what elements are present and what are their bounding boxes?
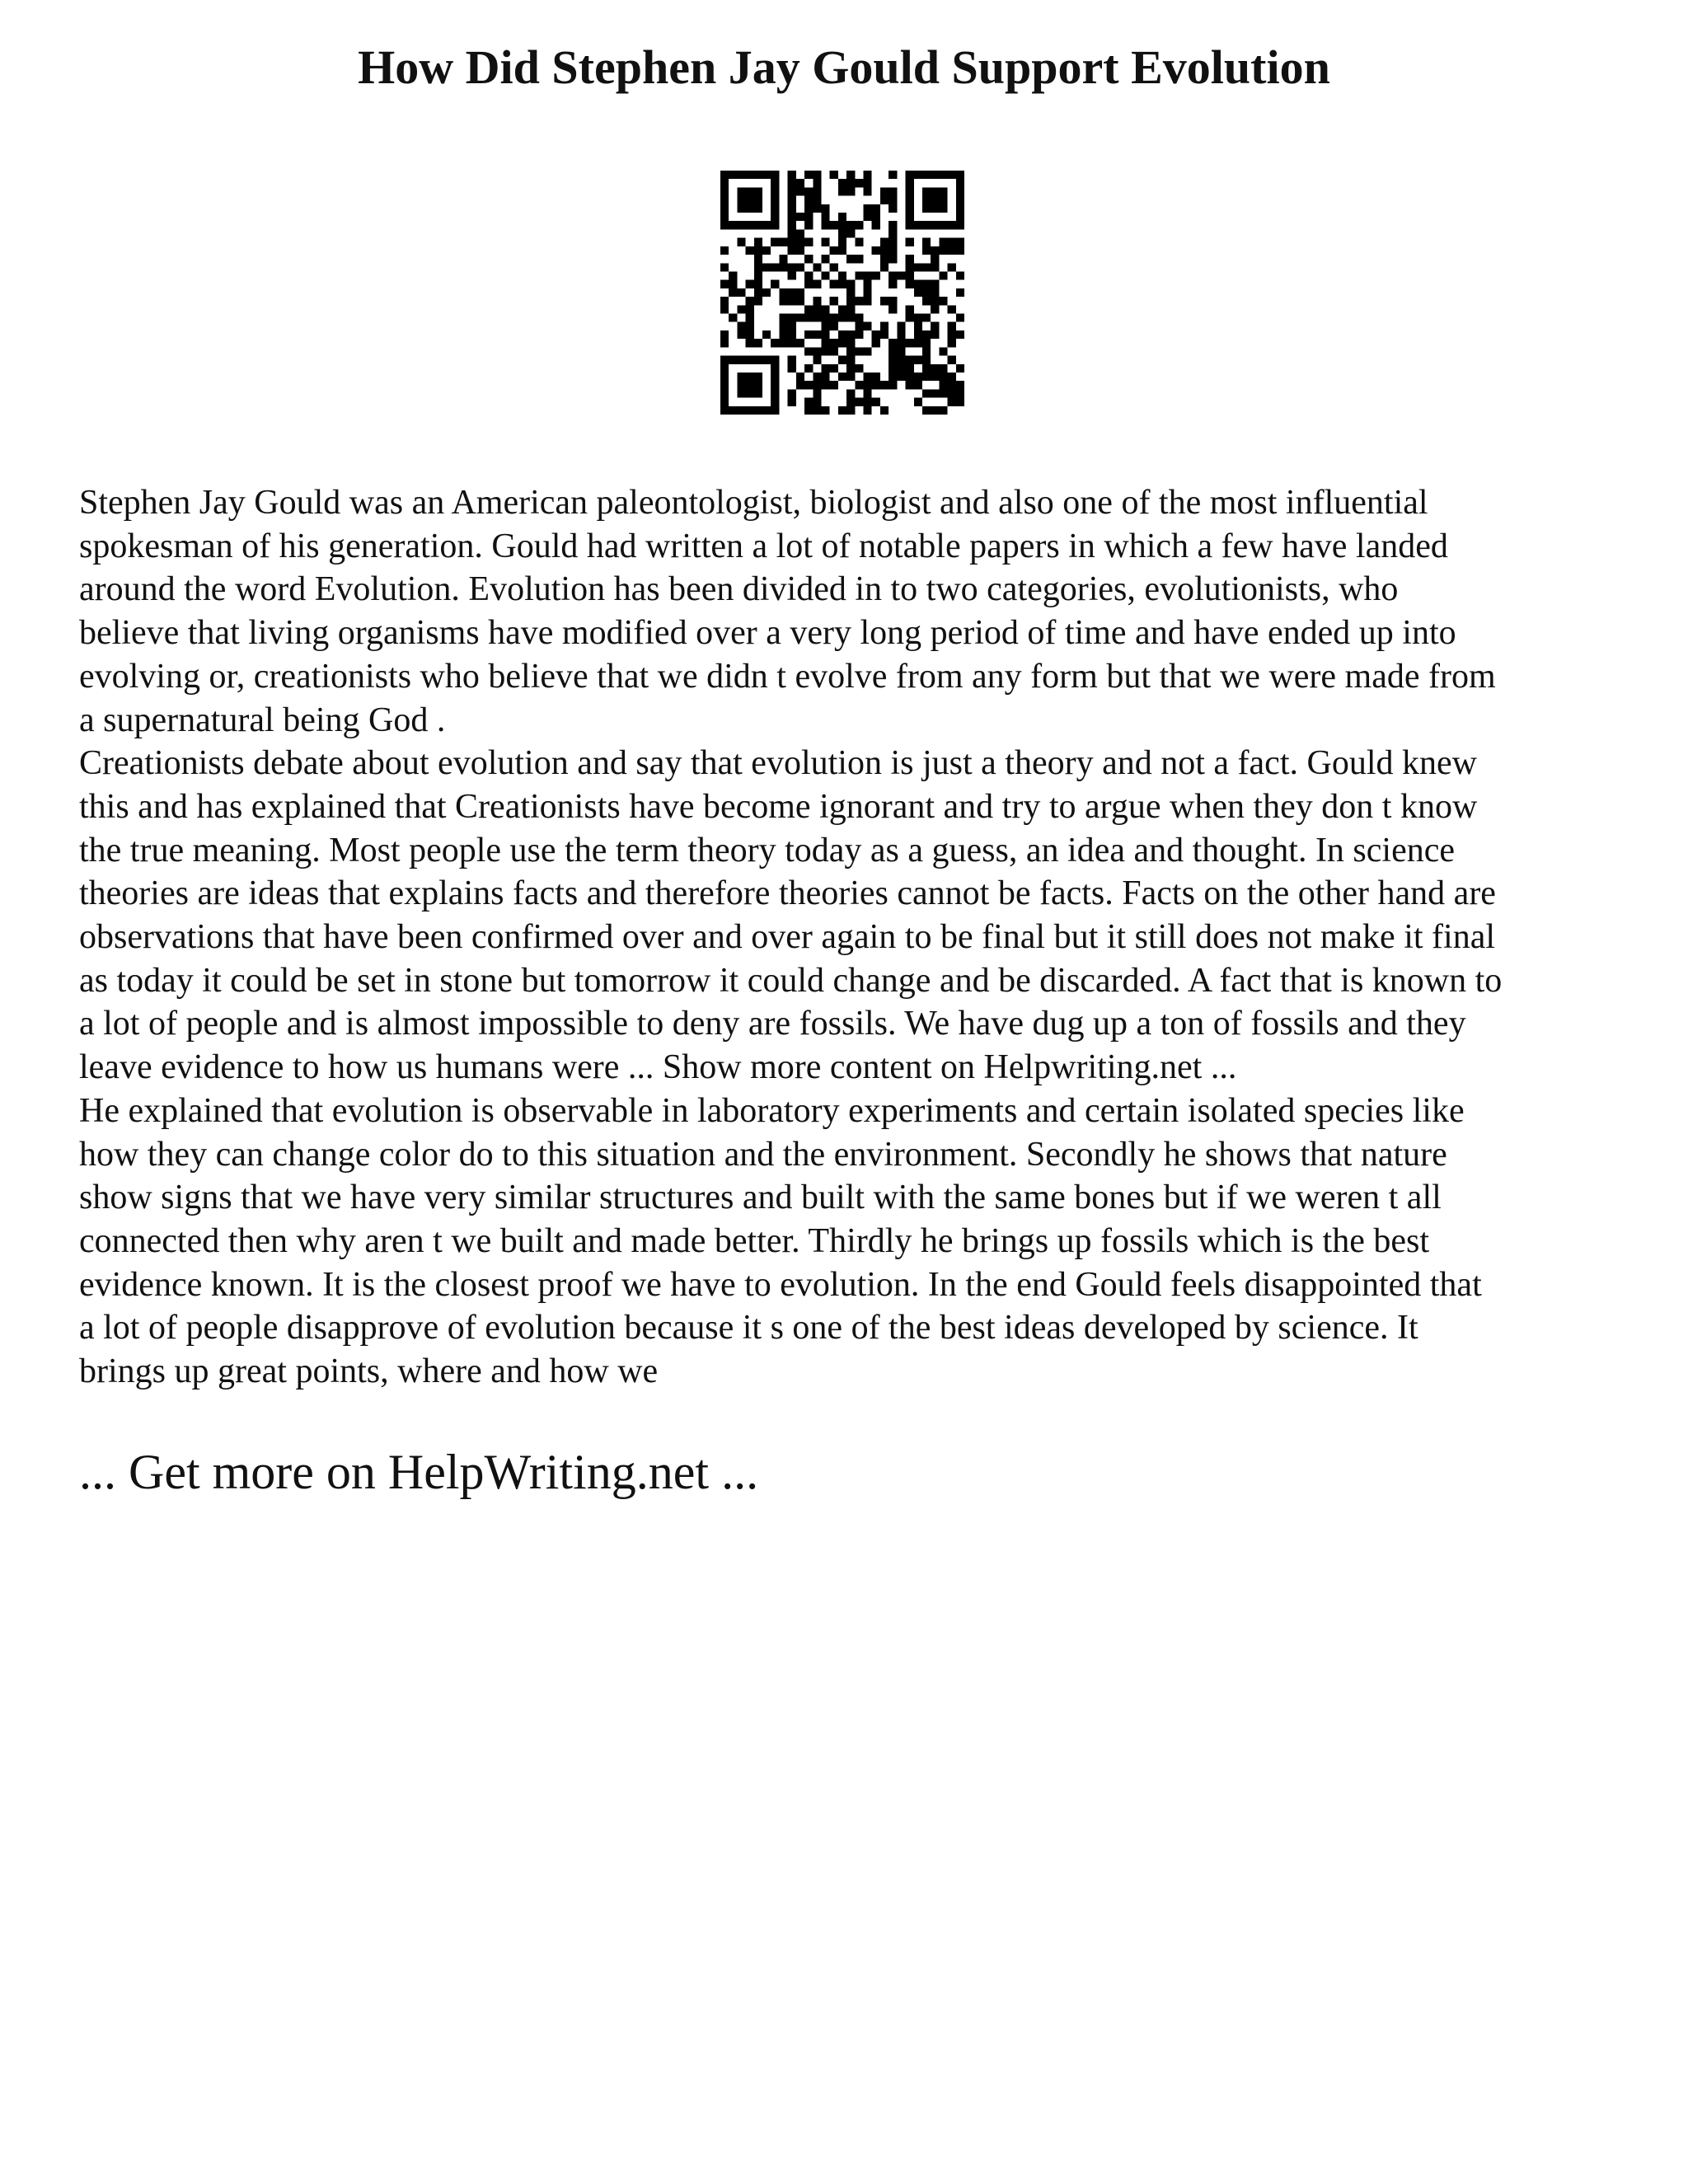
body-line: a supernatural being God . — [79, 701, 446, 739]
body-line: spokesman of his generation. Gould had written a lot of notable papers in which a few have landed — [79, 527, 1448, 565]
body-line: the true meaning. Most people use the term theory today as a guess, an idea and thought. In science — [79, 831, 1456, 869]
body-line: show signs that we have very similar structures and built with the same bones but if we weren t all — [79, 1179, 1442, 1217]
body-line: connected then why aren t we built and made better. Thirdly he brings up fossils which is the best — [79, 1221, 1430, 1260]
body-line: a lot of people and is almost impossible to deny are fossils. We have dug up a ton of fossils and they — [79, 1005, 1466, 1043]
body-line: observations that have been confirmed over and over again to be final but it still does not make it final — [79, 918, 1496, 957]
body-line: He explained that evolution is observable in laboratory experiments and certain isolated species like — [79, 1091, 1465, 1130]
body-line: leave evidence to how us humans were ... Show more content on Helpwriting.net ... — [79, 1048, 1237, 1087]
body-line: Creationists debate about evolution and say that evolution is just a theory and not a fact. Gould knew — [79, 744, 1477, 783]
body-line: as today it could be set in stone but tomorrow it could change and be discarded. A fact that is known to — [79, 961, 1503, 1000]
document-body — [79, 481, 1629, 1394]
get-more-link[interactable]: ... Get more on HelpWriting.net ... — [79, 1445, 759, 1499]
body-line: this and has explained that Creationists have become ignorant and try to argue when they don t know — [79, 787, 1478, 826]
body-line: Stephen Jay Gould was an American paleontologist, biologist and also one of the most influential — [79, 484, 1428, 522]
body-line: how they can change color do to this situation and the environment. Secondly he shows that nature — [79, 1135, 1447, 1174]
qr-code-icon — [720, 171, 964, 415]
body-line: evolving or, creationists who believe that we didn t evolve from any form but that we were made from — [79, 657, 1496, 696]
body-line: brings up great points, where and how we — [79, 1352, 659, 1391]
body-line: around the word Evolution. Evolution has been divided in to two categories, evolutionists, who — [79, 570, 1399, 609]
body-line: believe that living organisms have modified over a very long period of time and have ended up into — [79, 614, 1456, 653]
body-line: evidence known. It is the closest proof we have to evolution. In the end Gould feels disappointed that — [79, 1265, 1482, 1304]
body-line: a lot of people disapprove of evolution because it s one of the best ideas developed by science. It — [79, 1309, 1418, 1347]
body-line: theories are ideas that explains facts and therefore theories cannot be facts. Facts on the other hand are — [79, 874, 1496, 913]
document-title: How Did Stephen Jay Gould Support Evolution — [358, 40, 1330, 94]
